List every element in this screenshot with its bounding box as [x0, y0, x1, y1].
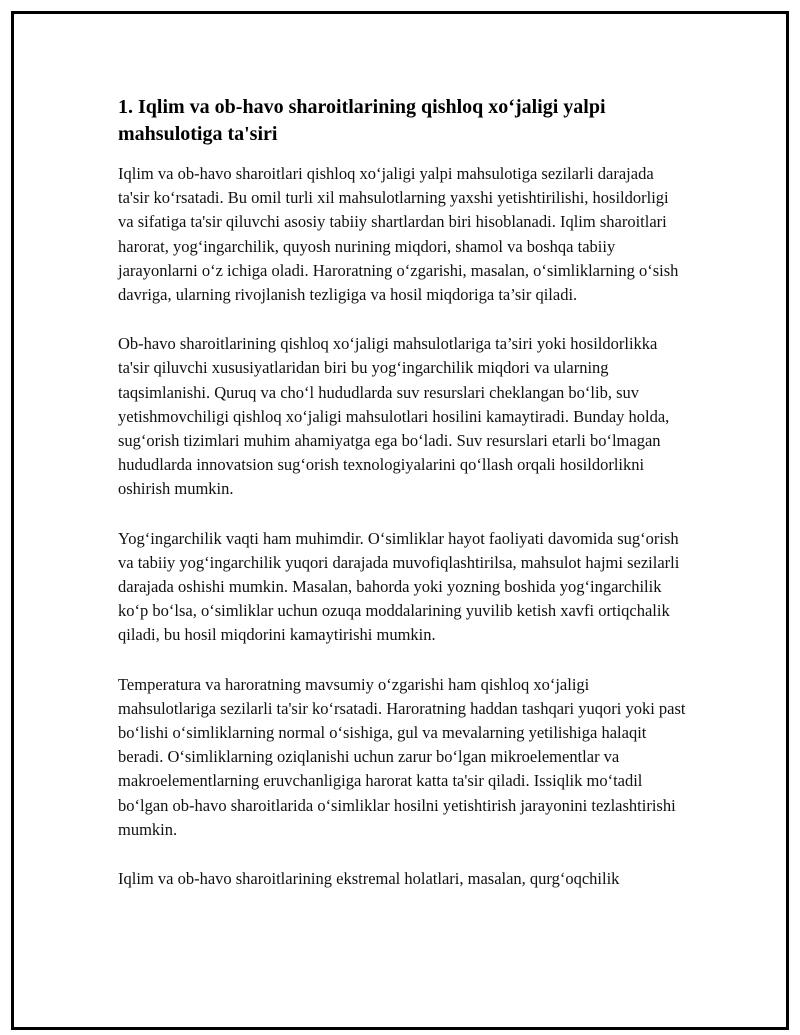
paragraph-precipitation-timing: Yog‘ingarchilik vaqti ham muhimdir. O‘simliklar hayot faoliyati davomida sug‘orish va tabiiy yog‘ingarchilik yuqori darajada muvofiqlashtirilsa, mahsulot hajmi sezilarli darajada oshishi mumkin. Masalan, bahorda yoki yozning boshida yog‘ingarchilik ko‘p bo‘lsa, o‘simliklar uchun ozuqa moddalarining yuvilib ketish xavfi ortiqchalik qiladi, bu hosil miqdorini kamaytirishi mumkin.: [118, 528, 680, 645]
paragraph-climate-influence: Iqlim va ob-havo sharoitlari qishloq xo‘jaligi yalpi mahsulotiga sezilarli darajada ta'sir ko‘rsatadi. Bu omil turli xil mahsulotlarning yaxshi yetishtirilishi, hosildorligi va sifatiga ta'sir qiluvchi asosiy tabiiy shartlardan biri hisoblanadi. Iqlim sharoitlari harorat, yog‘ingarchilik, quyosh nurining miqdori, shamol va boshqa tabiiy jarayonlarni o‘z ichiga oladi. Haroratning o‘zgarishi, masalan, o‘simliklarning o‘sish davriga, ularning rivojlanish tezligiga va hosil miqdoriga ta’sir qiladi.: [118, 164, 679, 305]
paragraph-extreme-conditions: Iqlim va ob-havo sharoitlarining ekstremal holatlari, masalan, qurg‘oqchilik: [118, 869, 620, 889]
section-heading: 1. Iqlim va ob-havo sharoitlarining qishloq xo‘jaligi yalpi mahsulotiga ta'siri: [118, 96, 606, 145]
paragraph-temperature: Temperatura va haroratning mavsumiy o‘zgarishi ham qishloq xo‘jaligi mahsulotlariga sezilarli ta'sir ko‘rsatadi. Haroratning haddan tashqari yuqori yoki past bo‘lishi o‘simliklarning normal o‘sishiga, gul va mevalarning yetilishiga halaqit beradi. O‘simliklarning oziqlanishi uchun zarur bo‘lgan mikroelementlar va makroelementlarning eruvchanligiga harorat katta ta'sir qiladi. Issiqlik mo‘tadil bo‘lgan ob-havo sharoitlarida o‘simliklar hosilni yetishtirish jarayonini tezlashtirishi mumkin.: [118, 674, 686, 839]
paragraph-precipitation-distribution: Ob-havo sharoitlarining qishloq xo‘jaligi mahsulotlariga ta’siri yoki hosildorlikka ta'sir qiluvchi xususiyatlaridan biri bu yog‘ingarchilik miqdori va ularning taqsimlanishi. Quruq va cho‘l hududlarda suv resurslari cheklangan bo‘lib, suv yetishmovchiligi qishloq xo‘jaligi mahsulotlari hosilini kamaytiradi. Bunday holda, sug‘orish tizimlari muhim ahamiyatga ega bo‘ladi. Suv resurslari etarli bo‘lmagan hududlarda innovatsion sug‘orish texnologiyalarini qo‘llash orqali hosildorlikni oshirish mumkin.: [118, 334, 670, 499]
document-body: [118, 94, 686, 916]
